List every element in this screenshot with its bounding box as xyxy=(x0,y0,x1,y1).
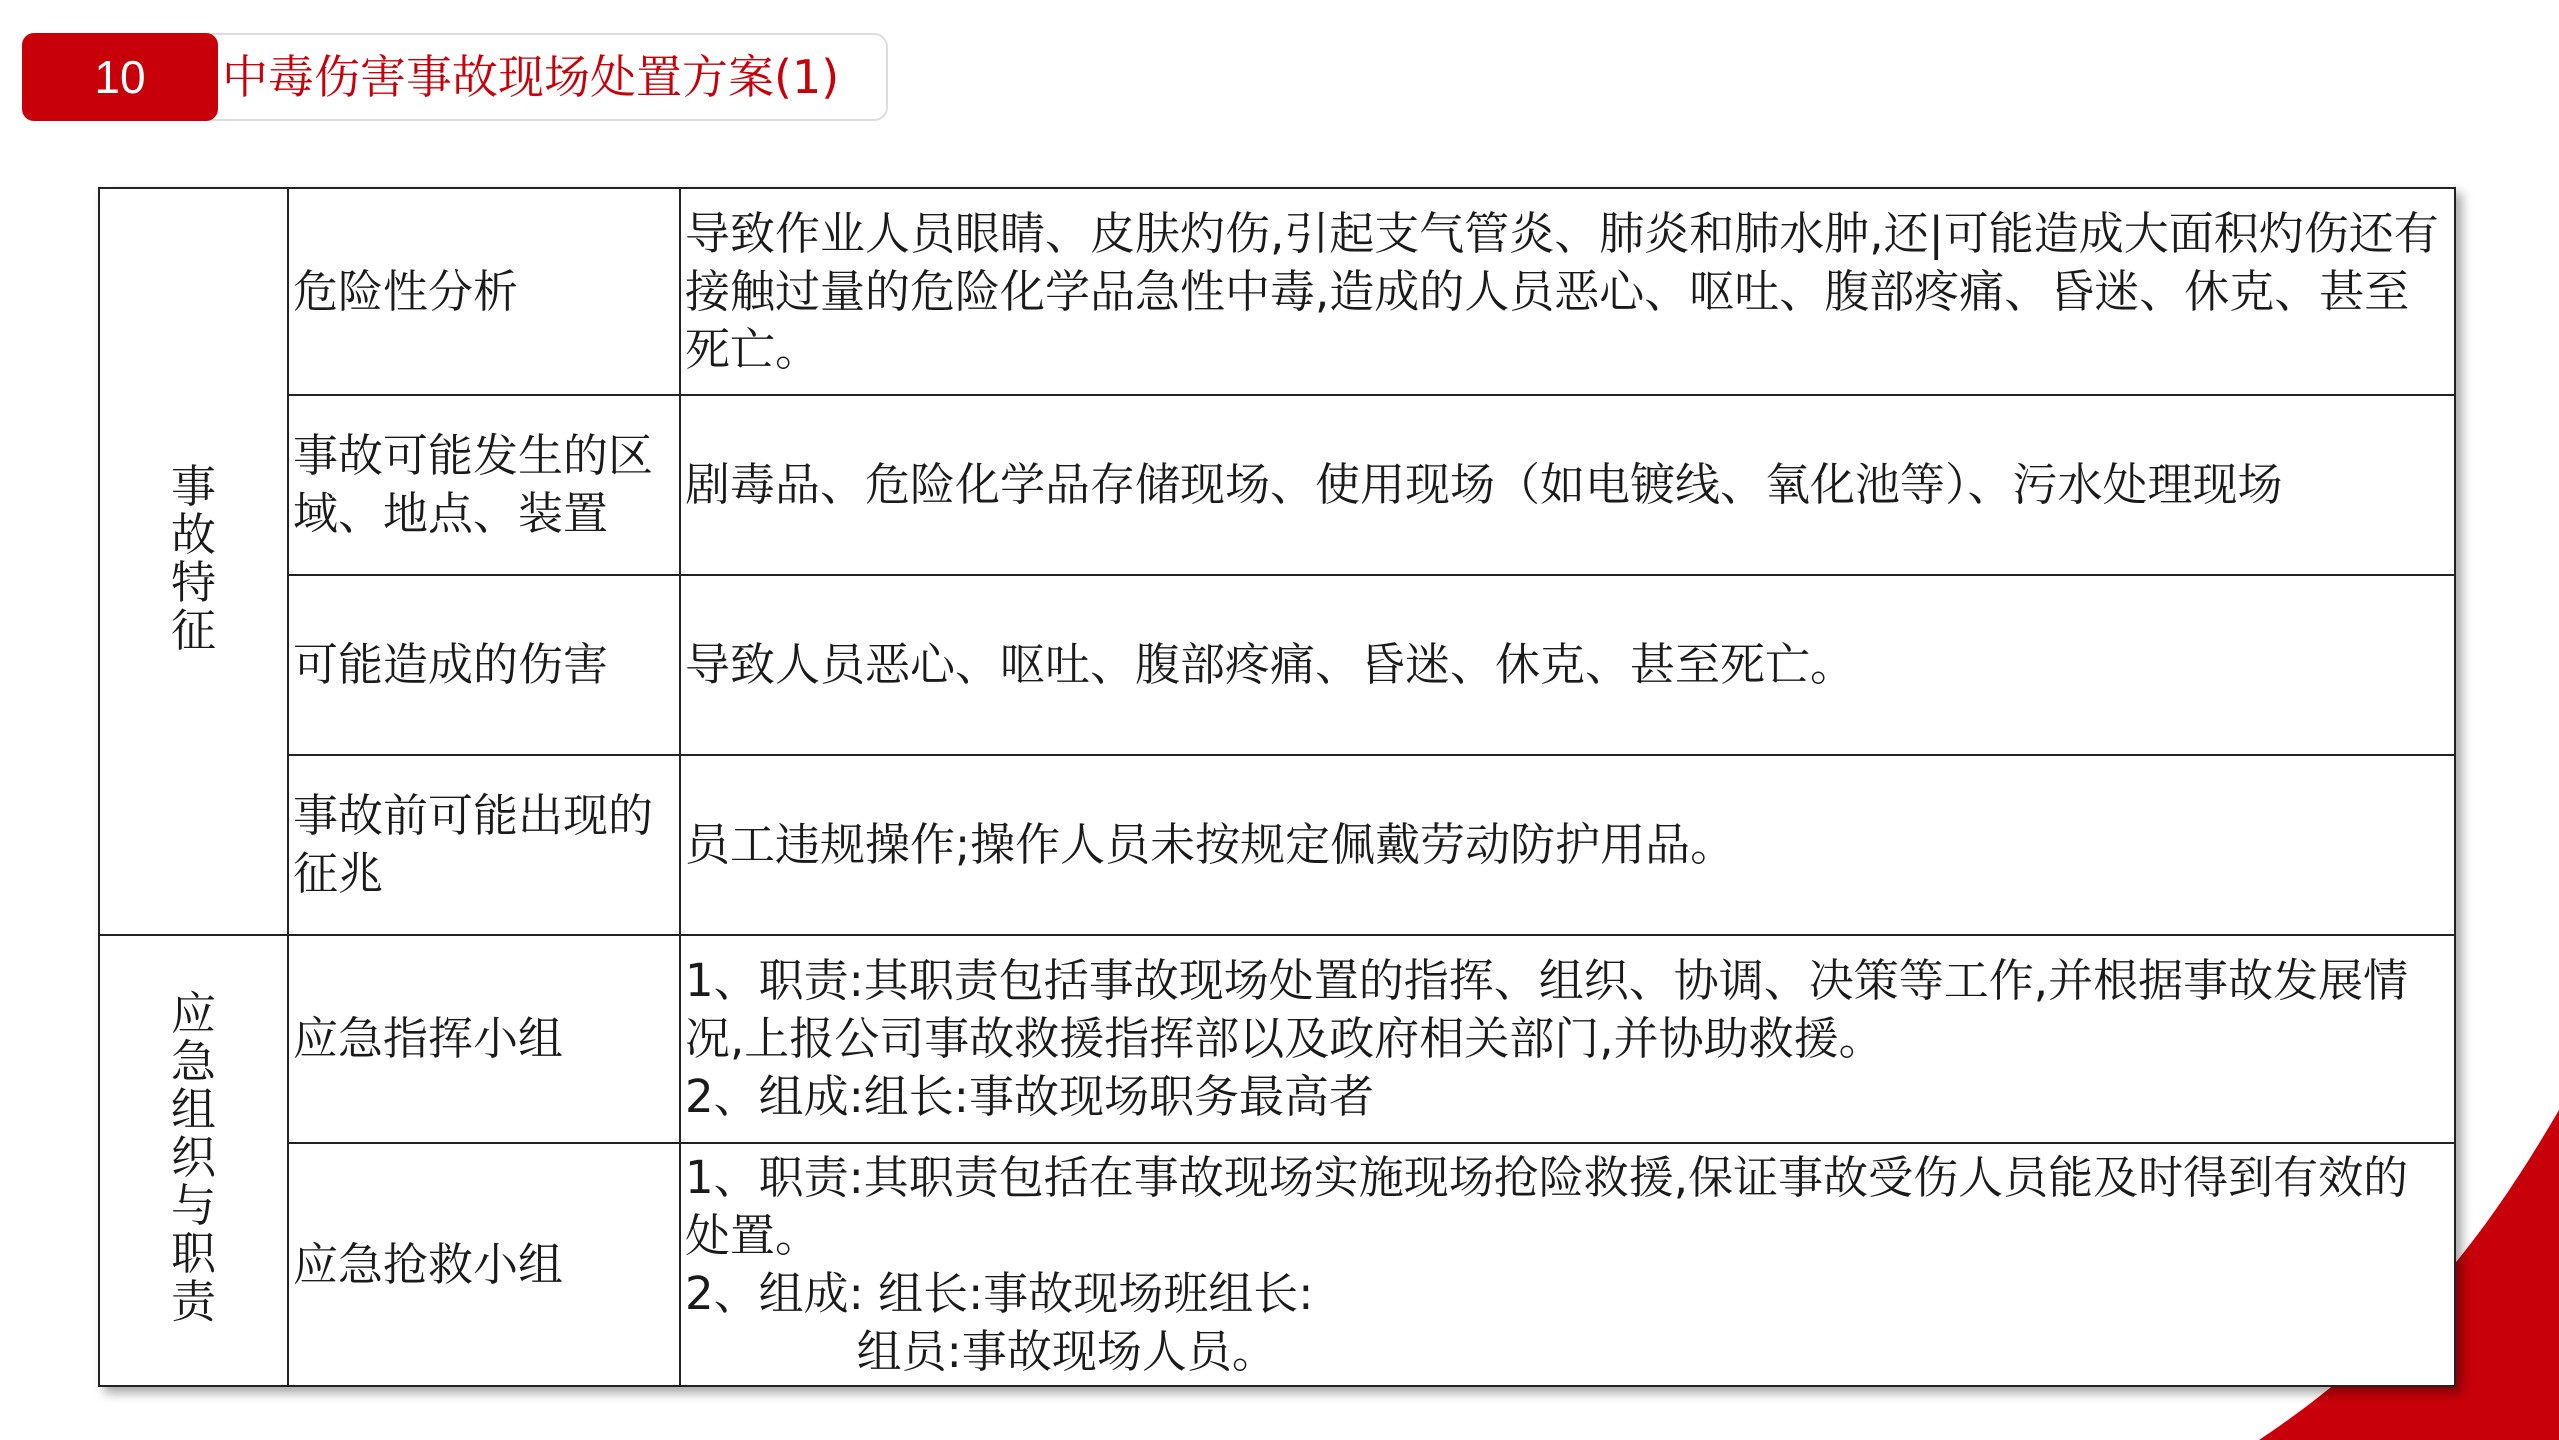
content-line: 组员:事故现场人员。 xyxy=(685,1324,1277,1378)
content-cell xyxy=(680,395,2455,575)
category-label: 事故特征 xyxy=(170,460,216,657)
table-row xyxy=(99,575,2455,755)
content-cell xyxy=(680,755,2455,935)
emergency-plan-table xyxy=(98,187,2456,1387)
content-line: 1、职责:其职责包括在事故现场实施现场抢险救援,保证事故受伤人员能及时得到有效的处置。 xyxy=(685,1150,2409,1262)
category-cell-accident-features xyxy=(99,188,288,935)
table-row xyxy=(99,1143,2455,1386)
item-cell: 事故可能发生的区域、地点、装置 xyxy=(288,395,680,575)
item-cell: 可能造成的伤害 xyxy=(288,575,680,755)
category-label: 应急组织与职责 xyxy=(170,987,216,1328)
content-line: 剧毒品、危险化学品存储现场、使用现场（如电镀线、氧化池等）、污水处理现场 xyxy=(685,458,2283,511)
item-cell: 危险性分析 xyxy=(288,188,680,395)
content-cell xyxy=(680,935,2455,1143)
content-cell xyxy=(680,188,2455,395)
content-cell xyxy=(680,575,2455,755)
content-line: 员工违规操作;操作人员未按规定佩戴劳动防护用品。 xyxy=(685,818,1736,871)
content-line: 1、职责:其职责包括事故现场处置的指挥、组织、协调、决策等工作,并根据事故发展情况,上报公司事故救援指挥部以及政府相关部门,并协助救援。 xyxy=(685,954,2409,1065)
content-line: 导致作业人员眼睛、皮肤灼伤,引起支气管炎、肺炎和肺水肿,还|可能造成大面积灼伤还有接触过量的危险化学品急性中毒,造成的人员恶心、呕吐、腹部疼痛、昏迷、休克、甚至死亡。 xyxy=(685,206,2439,376)
category-cell-emergency-organization xyxy=(99,935,288,1386)
content-cell xyxy=(680,1143,2455,1386)
item-cell: 应急抢救小组 xyxy=(288,1143,680,1386)
table-row xyxy=(99,395,2455,575)
page-title: 中毒伤害事故现场处置方案(1) xyxy=(222,50,840,104)
page-number-badge: 10 xyxy=(22,33,218,121)
item-cell: 应急指挥小组 xyxy=(288,935,680,1143)
item-cell: 事故前可能出现的征兆 xyxy=(288,755,680,935)
content-line: 2、组成:组长:事故现场职务最高者 xyxy=(685,1070,1374,1123)
table-row xyxy=(99,935,2455,1143)
content-line: 导致人员恶心、呕吐、腹部疼痛、昏迷、休克、甚至死亡。 xyxy=(685,638,1856,691)
content-line: 2、组成: 组长:事故现场班组长: xyxy=(685,1266,1314,1320)
table-row xyxy=(99,755,2455,935)
table-row xyxy=(99,188,2455,395)
